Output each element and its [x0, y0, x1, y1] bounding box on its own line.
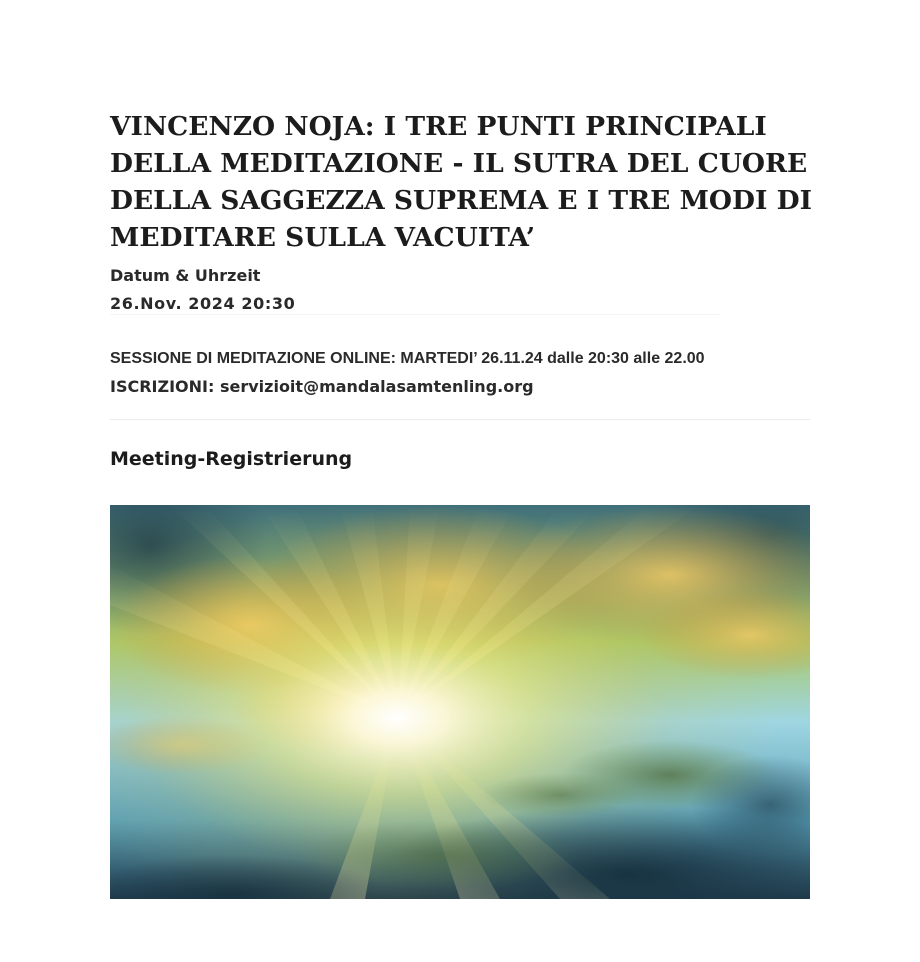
- registration-heading: Meeting-Registrierung: [110, 448, 353, 470]
- datetime-value: 26.Nov. 2024 20:30: [110, 294, 296, 313]
- datetime-label: Datum & Uhrzeit: [110, 266, 261, 285]
- section-divider: [110, 419, 810, 420]
- divider-faint: [110, 314, 720, 315]
- signup-info: ISCRIZIONI: servizioit@mandalasamtenling.org: [110, 377, 534, 396]
- hero-image-sunburst: [110, 505, 810, 899]
- session-info: SESSIONE DI MEDITAZIONE ONLINE: MARTEDI’ 26.11.24 dalle 20:30 alle 22.00: [110, 350, 705, 367]
- event-title: VINCENZO NOJA: I TRE PUNTI PRINCIPALI DELLA MEDITAZIONE - IL SUTRA DEL CUORE DELLA SAGGEZZA SUPREMA E I TRE MODI DI MEDITARE SULLA VACUITA’: [110, 111, 812, 253]
